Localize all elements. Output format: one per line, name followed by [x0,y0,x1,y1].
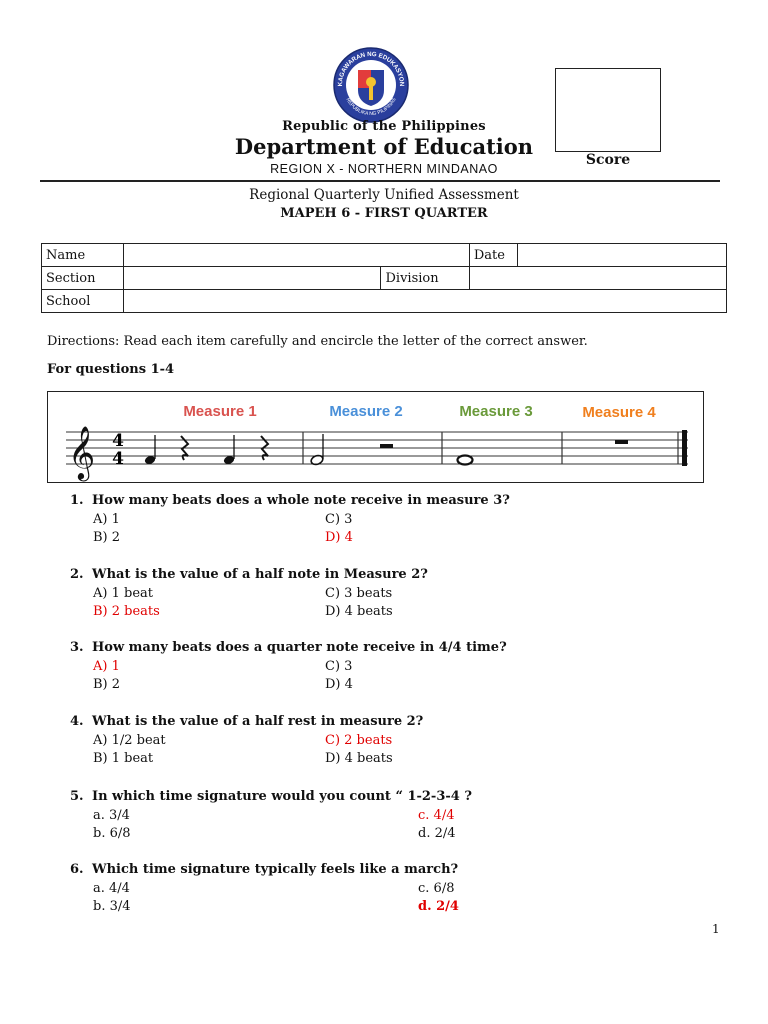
answer-option[interactable]: C) 3 [325,659,353,674]
section-field[interactable] [124,267,381,290]
question-text: How many beats does a quarter note receive in 4/4 time? [92,640,507,655]
answer-option[interactable]: b. 6/8 [93,826,131,841]
answer-option[interactable]: b. 3/4 [93,899,131,914]
answer-option[interactable]: A) 1 [93,659,120,674]
question-3 [70,640,507,655]
treble-clef-icon: 𝄞 [68,425,96,479]
answer-option[interactable]: d. 2/4 [418,826,456,841]
answer-option[interactable]: B) 2 beats [93,604,160,619]
question-number: 2. [70,567,84,582]
question-text: In which time signature would you count “ 1-2-3-4 ? [92,789,472,804]
date-field[interactable] [518,244,727,267]
answer-option[interactable]: D) 4 beats [325,604,393,619]
question-number: 5. [70,789,84,804]
seal-ring-text-top: KAGAWARAN NG EDUKASYON [336,50,406,87]
answer-option[interactable]: D) 4 [325,530,353,545]
measure-2-label: Measure 2 [329,403,403,420]
republic-title: Republic of the Philippines [282,119,486,134]
answer-option[interactable]: B) 1 beat [93,751,154,766]
measure-1-label: Measure 1 [183,403,257,420]
measure-3-label: Measure 3 [459,403,533,420]
school-label: School [42,290,124,313]
question-text: What is the value of a half note in Measure 2? [92,567,428,582]
half-rest-icon [380,444,393,448]
measure-2-notes [310,434,393,466]
department-title: Department of Education [234,134,534,159]
answer-option[interactable]: a. 3/4 [93,808,130,823]
assessment-title: Regional Quarterly Unified Assessment [249,187,519,203]
whole-note-icon [458,456,473,465]
header-divider [40,180,720,182]
school-field[interactable] [124,290,727,313]
question-number: 3. [70,640,84,655]
student-info-table [41,243,727,313]
division-label: Division [381,267,469,290]
answer-option[interactable]: C) 2 beats [325,733,393,748]
deped-seal [332,46,410,124]
time-sig-bottom: 4 [112,449,124,469]
section-label: Section [42,267,124,290]
final-barline [682,430,687,466]
answer-option[interactable]: C) 3 [325,512,353,527]
question-text: What is the value of a half rest in measure 2? [92,714,424,729]
answer-option[interactable]: B) 2 [93,530,121,545]
staff-lines [66,432,688,464]
directions: Directions: Read each item carefully and encircle the letter of the correct answer. [47,334,588,349]
question-6 [70,862,458,877]
date-label: Date [469,244,517,267]
answer-option[interactable]: A) 1 [93,512,120,527]
time-sig-top: 4 [112,431,124,451]
music-staff-figure [47,391,704,483]
answer-option[interactable]: D) 4 beats [325,751,393,766]
for-questions-label: For questions 1-4 [47,362,175,377]
question-number: 1. [70,493,84,508]
score-label: Score [585,152,631,168]
answer-option[interactable]: d. 2/4 [418,899,459,914]
question-4 [70,714,423,729]
region-title: REGION X - NORTHERN MINDANAO [270,162,498,176]
question-text: How many beats does a whole note receive in measure 3? [92,493,510,508]
subject-title: MAPEH 6 - FIRST QUARTER [280,206,488,221]
measure-4-label: Measure 4 [582,404,656,421]
question-1 [70,493,510,508]
name-label: Name [42,244,124,267]
answer-option[interactable]: C) 3 beats [325,586,393,601]
answer-option[interactable]: A) 1 beat [93,586,153,601]
whole-rest-icon [615,440,628,444]
name-field[interactable] [124,244,470,267]
question-2 [70,567,428,582]
answer-option[interactable]: c. 4/4 [418,808,455,823]
answer-option[interactable]: a. 4/4 [93,881,130,896]
question-5 [70,789,472,804]
answer-option[interactable]: c. 6/8 [418,881,455,896]
question-number: 6. [70,862,84,877]
seal-ring-text-bottom: REPUBLIKA NG PILIPINAS [344,97,398,118]
answer-option[interactable]: D) 4 [325,677,353,692]
question-text: Which time signature typically feels like a march? [92,862,459,877]
page-number: 1 [712,922,720,936]
division-field[interactable] [469,267,726,290]
score-box[interactable] [555,68,661,152]
question-number: 4. [70,714,84,729]
answer-option[interactable]: A) 1/2 beat [93,733,166,748]
answer-option[interactable]: B) 2 [93,677,121,692]
